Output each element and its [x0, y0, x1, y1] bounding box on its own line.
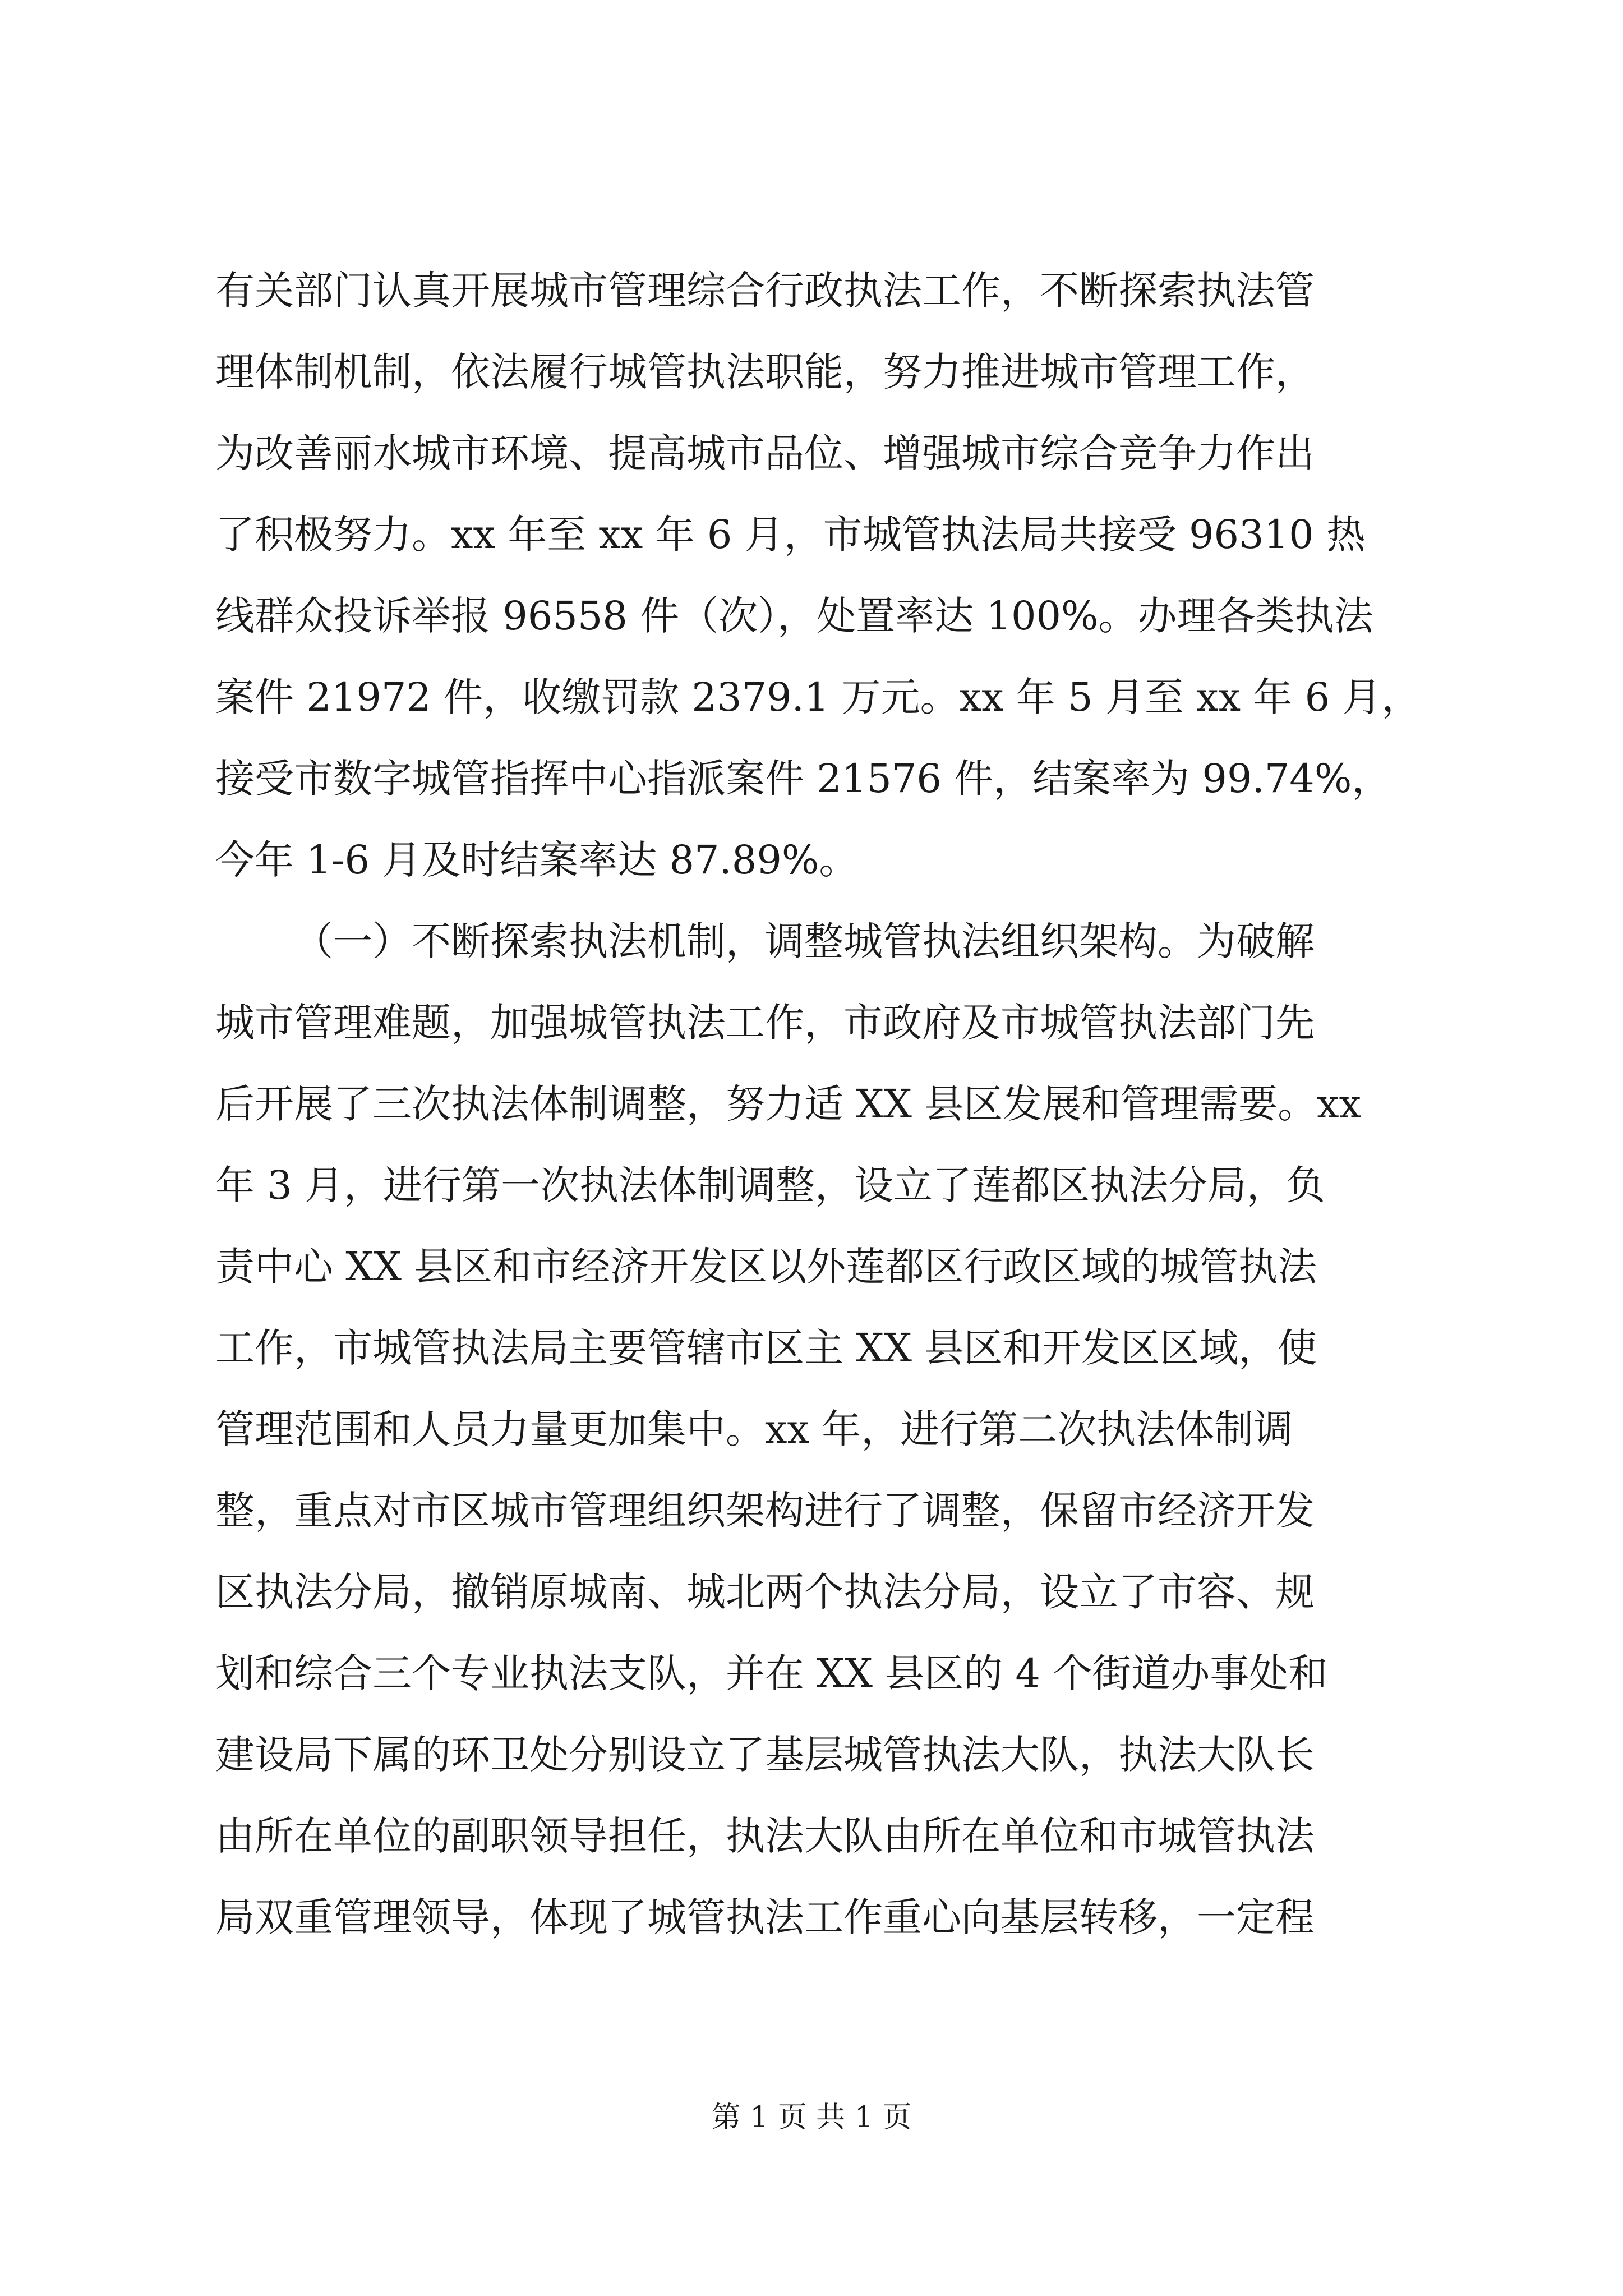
text-line: 建设局下属的环卫处分别设立了基层城管执法大队，执法大队长 — [215, 1732, 1315, 1778]
text-line: 城市管理难题，加强城管执法工作，市政府及市城管执法部门先 — [215, 1000, 1315, 1046]
page-footer — [0, 2098, 1623, 2137]
text-line: 管理范围和人员力量更加集中。xx 年，进行第二次执法体制调 — [215, 1406, 1293, 1452]
text-line: 了积极努力。xx 年至 xx 年 6 月，市城管执法局共接受 96310 热 — [215, 512, 1366, 558]
text-line: 局双重管理领导，体现了城管执法工作重心向基层转移，一定程 — [215, 1894, 1315, 1940]
paragraph-2 — [215, 901, 1421, 1958]
paragraph-1 — [215, 250, 1421, 901]
text-line: 理体制机制，依法履行城管执法职能，努力推进城市管理工作， — [215, 349, 1315, 395]
text-line: 由所在单位的副职领导担任，执法大队由所在单位和市城管执法 — [215, 1813, 1315, 1859]
text-line: 整，重点对市区城市管理组织架构进行了调整，保留市经济开发 — [215, 1488, 1315, 1534]
text-line: 工作，市城管执法局主要管辖市区主 XX 县区和开发区区域，使 — [215, 1325, 1317, 1371]
text-line: 年 3 月，进行第一次执法体制调整，设立了莲都区执法分局，负 — [215, 1162, 1326, 1208]
text-line: 今年 1-6 月及时结案率达 87.89%。 — [215, 837, 859, 883]
text-line: 责中心 XX 县区和市经济开发区以外莲都区行政区域的城管执法 — [215, 1244, 1317, 1290]
page-number-label: 第 1 页 共 1 页 — [711, 2101, 912, 2134]
text-line: 后开展了三次执法体制调整，努力适 XX 县区发展和管理需要。xx — [215, 1081, 1362, 1127]
document-body — [215, 250, 1421, 1958]
text-line: 案件 21972 件，收缴罚款 2379.1 万元。xx 年 5 月至 xx 年 6 月， — [215, 674, 1421, 720]
text-line: 划和综合三个专业执法支队，并在 XX 县区的 4 个街道办事处和 — [215, 1650, 1328, 1696]
text-line: 有关部门认真开展城市管理综合行政执法工作，不断探索执法管 — [215, 268, 1315, 314]
text-line: 为改善丽水城市环境、提高城市品位、增强城市综合竞争力作出 — [215, 430, 1315, 476]
text-line: 区执法分局，撤销原城南、城北两个执法分局，设立了市容、规 — [215, 1569, 1315, 1615]
text-line: 接受市数字城管指挥中心指派案件 21576 件，结案率为 99.74%， — [215, 756, 1391, 802]
text-line: （一）不断探索执法机制，调整城管执法组织架构。为破解 — [294, 918, 1315, 964]
text-line: 线群众投诉举报 96558 件（次），处置率达 100%。办理各类执法 — [215, 593, 1373, 639]
